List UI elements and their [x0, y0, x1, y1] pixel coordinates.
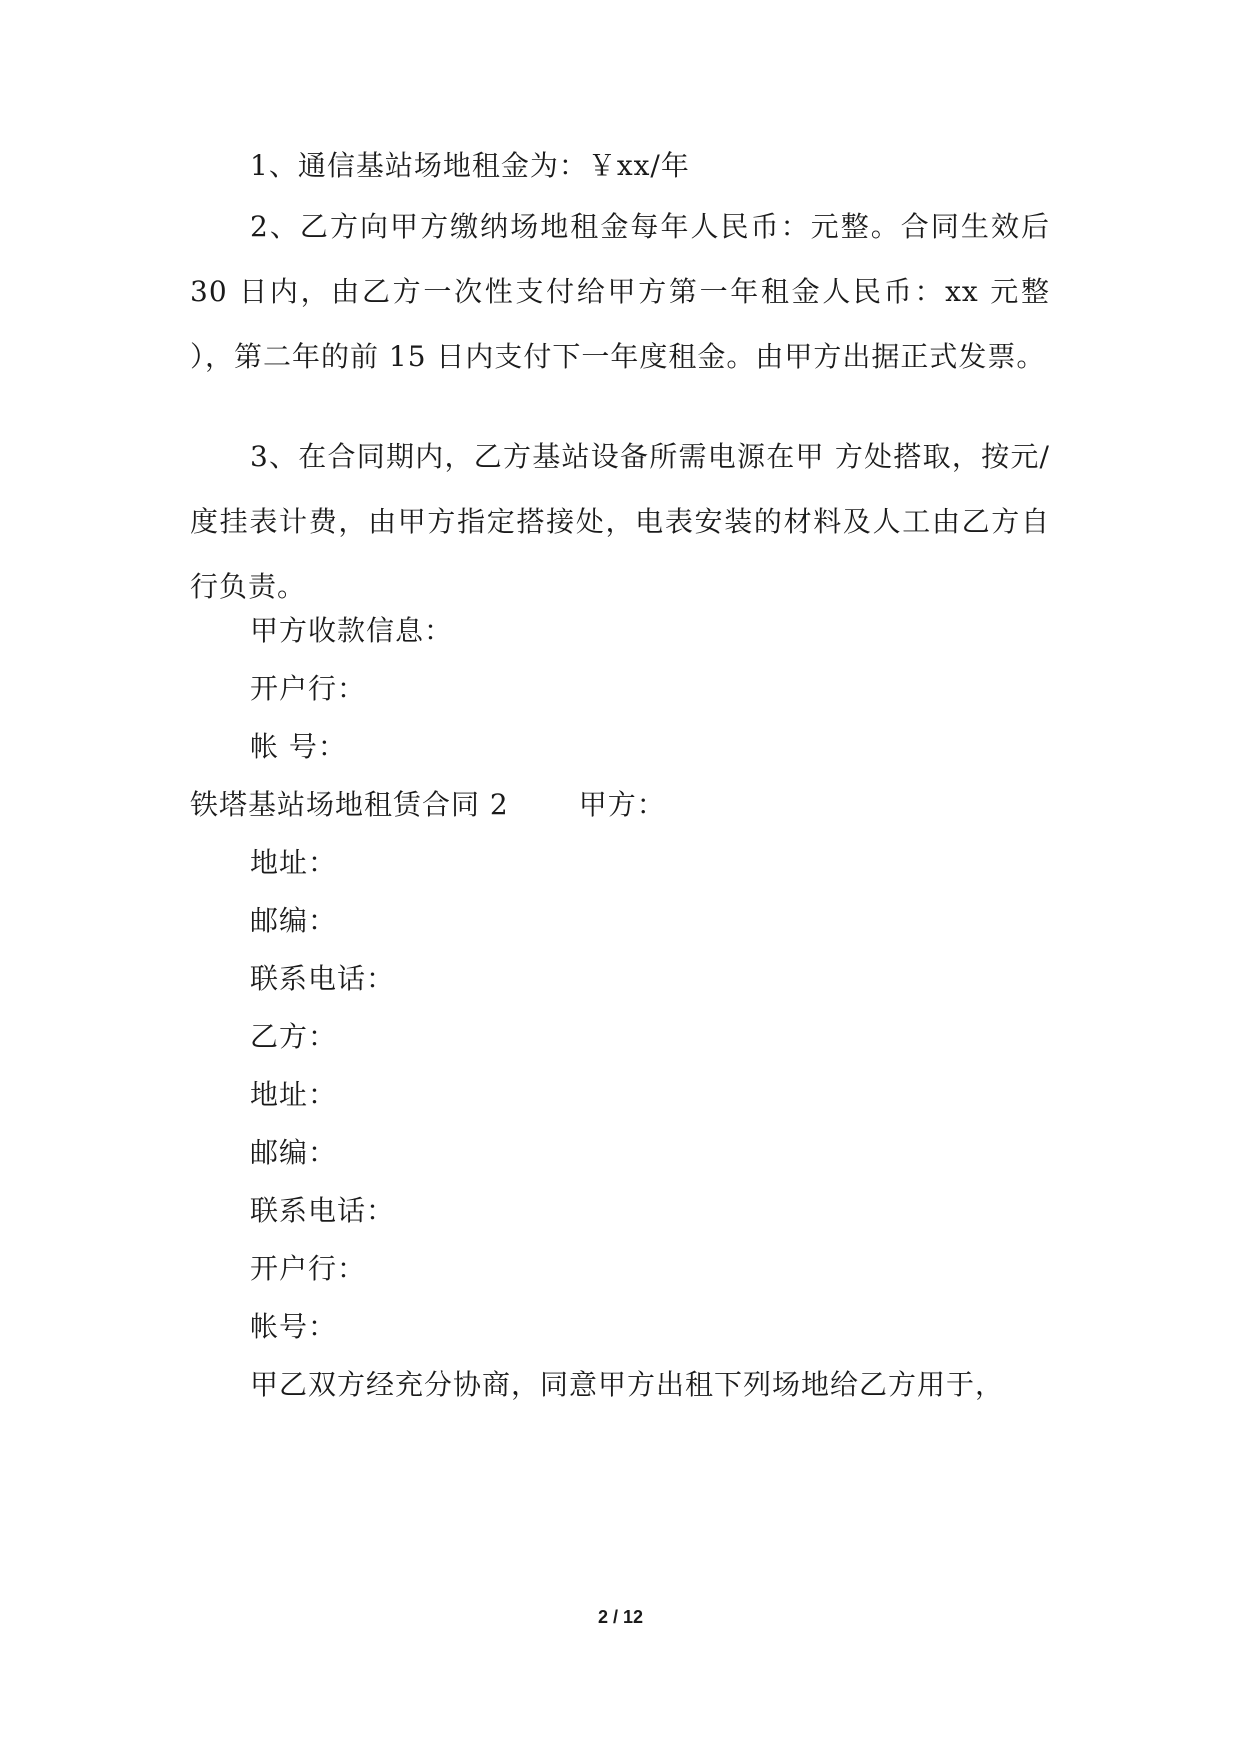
party-b-bank-label: 开户行：: [250, 1252, 367, 1285]
party-b-address-label: 地址：: [250, 1078, 338, 1111]
party-a-account-label: 帐 号：: [250, 730, 347, 763]
party-b-label: 乙方：: [250, 1020, 338, 1053]
party-a-address-label: 地址：: [250, 846, 338, 879]
party-a-postcode-label: 邮编：: [250, 904, 338, 937]
paragraph-closing: 甲乙双方经充分协商，同意甲方出租下列场地给乙方用于，: [250, 1368, 1005, 1401]
party-a-bank-label: 开户行：: [250, 672, 367, 705]
paragraph-rent-3: 3、在合同期内，乙方基站设备所需电源在甲 方处搭取，按元/度挂表计费，由甲方指定搭接处，电表安装的材料及人工由乙方自行负责。: [190, 440, 1050, 603]
party-b-phone-label: 联系电话：: [250, 1194, 396, 1227]
contract-2-title-row: [190, 772, 666, 837]
party-b-postcode-label: 邮编：: [250, 1136, 338, 1169]
paragraph-rent-1: 1、通信基站场地租金为：￥xx/年: [250, 149, 690, 182]
party-a-payment-heading: 甲方收款信息：: [250, 614, 454, 647]
contract-2-title: 铁塔基站场地租赁合同 2: [190, 788, 509, 821]
contract-2-party-a-label: 甲方：: [578, 788, 666, 821]
page-number: 2 / 12: [597, 1607, 644, 1627]
party-b-account-label: 帐号：: [250, 1310, 338, 1343]
party-a-phone-label: 联系电话：: [250, 962, 396, 995]
paragraph-rent-2: 2、乙方向甲方缴纳场地租金每年人民币：元整。合同生效后 30 日内，由乙方一次性支付给甲方第一年租金人民币：xx 元整 ），第二年的前 15 日内支付下一年度租金。由甲方出据正式发票。: [190, 210, 1050, 373]
